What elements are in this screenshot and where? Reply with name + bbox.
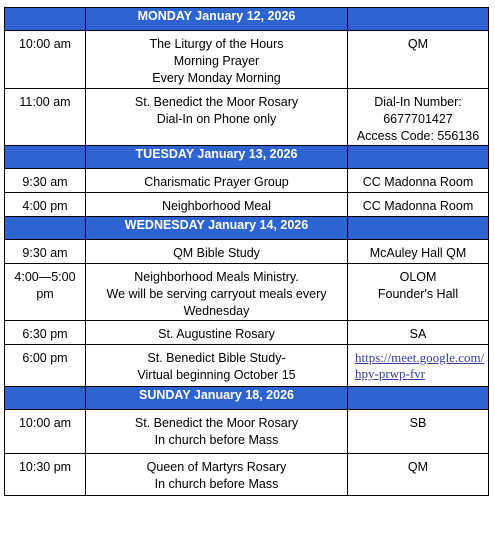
location-line: QM (407, 460, 429, 474)
event-time: 10:00 am (5, 410, 86, 454)
event-time: 10:30 pm (5, 454, 86, 496)
description-line: Dial-In on Phone only (156, 112, 277, 126)
event-description (86, 31, 348, 89)
description-line: Queen of Martyrs Rosary (146, 460, 287, 474)
location-line: CC Madonna Room (362, 199, 474, 213)
description-line: Morning Prayer (173, 54, 260, 68)
event-time: 4:00 pm (5, 193, 86, 217)
event-time: 4:00—5:00 pm (5, 264, 86, 321)
event-row (5, 410, 489, 454)
description-line: Neighborhood Meal (161, 199, 272, 213)
event-location (348, 264, 489, 321)
description-line: We will be serving carryout meals every Wednesday (106, 287, 327, 318)
location-line: CC Madonna Room (362, 175, 474, 189)
day-header-row (5, 387, 489, 410)
event-row (5, 321, 489, 345)
day-header-blank (348, 146, 489, 169)
description-line: The Liturgy of the Hours (149, 37, 284, 51)
description-line: St. Benedict the Moor Rosary (134, 416, 299, 430)
location-line: SA (409, 327, 427, 341)
event-row (5, 454, 489, 496)
location-line: Founder's Hall (377, 287, 459, 301)
event-row (5, 345, 489, 387)
description-line: In church before Mass (154, 433, 279, 447)
event-description (86, 169, 348, 193)
event-location (348, 89, 489, 146)
event-location (348, 321, 489, 345)
day-header-blank (5, 146, 86, 169)
event-location (348, 169, 489, 193)
event-row (5, 169, 489, 193)
schedule-body (5, 8, 489, 496)
meeting-link[interactable]: https://meet.google.com/hpy-prwp-fvr (355, 350, 485, 381)
day-header-blank (348, 387, 489, 410)
day-header-row (5, 217, 489, 240)
description-line: In church before Mass (154, 477, 279, 491)
day-header-blank (348, 8, 489, 31)
event-location (348, 454, 489, 496)
event-row (5, 193, 489, 217)
event-description (86, 454, 348, 496)
day-header: TUESDAY January 13, 2026 (86, 146, 348, 169)
event-time: 9:30 am (5, 169, 86, 193)
location-line: McAuley Hall QM (369, 246, 467, 260)
description-line: Every Monday Morning (152, 71, 281, 85)
event-location (348, 31, 489, 89)
location-line: QM (407, 37, 429, 51)
event-time: 9:30 am (5, 240, 86, 264)
event-row (5, 89, 489, 146)
location-line: OLOM (399, 270, 437, 284)
description-line: Virtual beginning October 15 (137, 368, 296, 382)
description-line: St. Benedict the Moor Rosary (134, 95, 299, 109)
description-line: St. Augustine Rosary (158, 327, 275, 341)
event-location (348, 193, 489, 217)
event-row (5, 240, 489, 264)
event-description (86, 193, 348, 217)
schedule-table (4, 7, 489, 496)
day-header: MONDAY January 12, 2026 (86, 8, 348, 31)
day-header-row (5, 146, 489, 169)
day-header: WEDNESDAY January 14, 2026 (86, 217, 348, 240)
event-description (86, 264, 348, 321)
day-header-blank (5, 8, 86, 31)
event-time: 10:00 am (5, 31, 86, 89)
location-line: Dial-In Number: (374, 95, 462, 109)
event-row (5, 31, 489, 89)
location-line: SB (409, 416, 427, 430)
event-location (348, 345, 489, 387)
description-line: Charismatic Prayer Group (144, 175, 289, 189)
location-line: Access Code: 556136 (356, 129, 480, 143)
event-time: 6:30 pm (5, 321, 86, 345)
day-header-blank (5, 217, 86, 240)
description-line: QM Bible Study (173, 246, 260, 260)
description-line: Neighborhood Meals Ministry. (134, 270, 299, 284)
event-time: 6:00 pm (5, 345, 86, 387)
location-line: 6677701427 (383, 112, 453, 126)
day-header-blank (5, 387, 86, 410)
event-row (5, 264, 489, 321)
event-description (86, 89, 348, 146)
event-location (348, 240, 489, 264)
event-time: 11:00 am (5, 89, 86, 146)
day-header: SUNDAY January 18, 2026 (86, 387, 348, 410)
event-description (86, 345, 348, 387)
event-location (348, 410, 489, 454)
event-description (86, 240, 348, 264)
day-header-row (5, 8, 489, 31)
event-description (86, 410, 348, 454)
day-header-blank (348, 217, 489, 240)
event-description (86, 321, 348, 345)
description-line: St. Benedict Bible Study- (147, 351, 286, 365)
